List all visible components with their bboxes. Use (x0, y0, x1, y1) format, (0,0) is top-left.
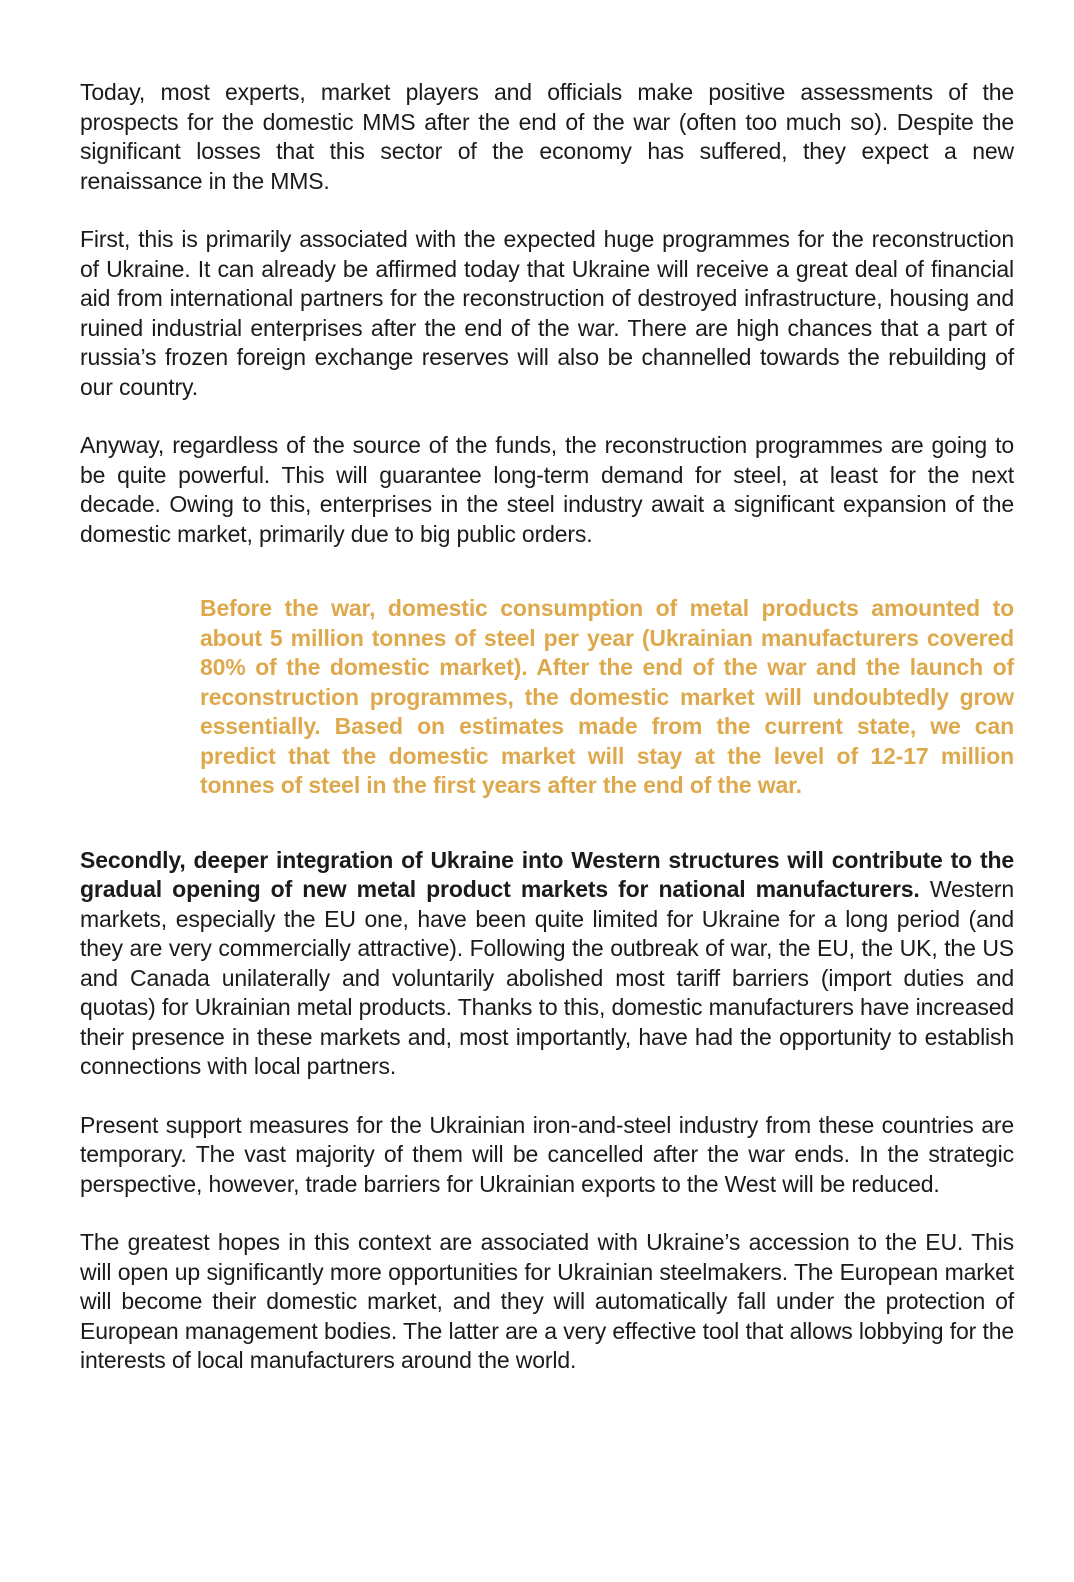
paragraph-first-reconstruction: First, this is primarily associated with the expected huge programmes for the reconstruction of Ukraine. It can already be affirmed today that Ukraine will receive a great deal of financial aid from international partners for the reconstruction of destroyed infrastructure, housing and ruined industrial enterprises after the end of the war. There are high chances that a part of russia’s frozen foreign exchange reserves will also be channelled towards the rebuilding of our country. (80, 226, 1014, 400)
pull-quote-highlight: Before the war, domestic consumption of metal products amounted to about 5 million tonnes of steel per year (Ukrainian manufacturers covered 80% of the domestic market). After the end of the war and the launch of reconstruction programmes, the domestic market will undoubtedly grow essentially. Based on estimates made from the current state, we can predict that the domestic market will stay at the level of 12-17 million tonnes of steel in the first years after the end of the war. (200, 595, 1014, 798)
paragraph-eu-accession: The greatest hopes in this context are associated with Ukraine’s accession to the EU. This will open up significantly more opportunities for Ukrainian steelmakers. The European market will become their domestic market, and they will automatically fall under the protection of European management bodies. The latter are a very effective tool that allows lobbying for the interests of local manufacturers around the world. (80, 1229, 1014, 1373)
paragraph-secondly-integration (80, 846, 1014, 1082)
paragraph-intro-assessments: Today, most experts, market players and officials make positive assessments of the prospects for the domestic MMS after the end of the war (often too much so). Despite the significant losses that this sector of the economy has suffered, they expect a new renaissance in the MMS. (80, 79, 1014, 194)
paragraph-secondly-rest: Western markets, especially the EU one, have been quite limited for Ukraine for a long period (and they are very commercially attractive). Following the outbreak of war, the EU, the UK, the US and Canada unilaterally and voluntarily abolished most tariff barriers (import duties and quotas) for Ukrainian metal products. Thanks to this, domestic manufacturers have increased their presence in these markets and, most importantly, have had the opportunity to establish connections with local partners. (80, 876, 1014, 1079)
paragraph-secondly-bold-lead: Secondly, deeper integration of Ukraine into Western structures will contribute to the gradual opening of new metal product markets for national manufacturers. (80, 846, 1014, 902)
paragraph-support-measures: Present support measures for the Ukrainian iron-and-steel industry from these countries are temporary. The vast majority of them will be cancelled after the war ends. In the strategic perspective, however, trade barriers for Ukrainian exports to the West will be reduced. (80, 1111, 1014, 1197)
paragraph-anyway-funds: Anyway, regardless of the source of the funds, the reconstruction programmes are going to be quite powerful. This will guarantee long-term demand for steel, at least for the next decade. Owing to this, enterprises in the steel industry await a significant expansion of the domestic market, primarily due to big public orders. (80, 432, 1014, 547)
